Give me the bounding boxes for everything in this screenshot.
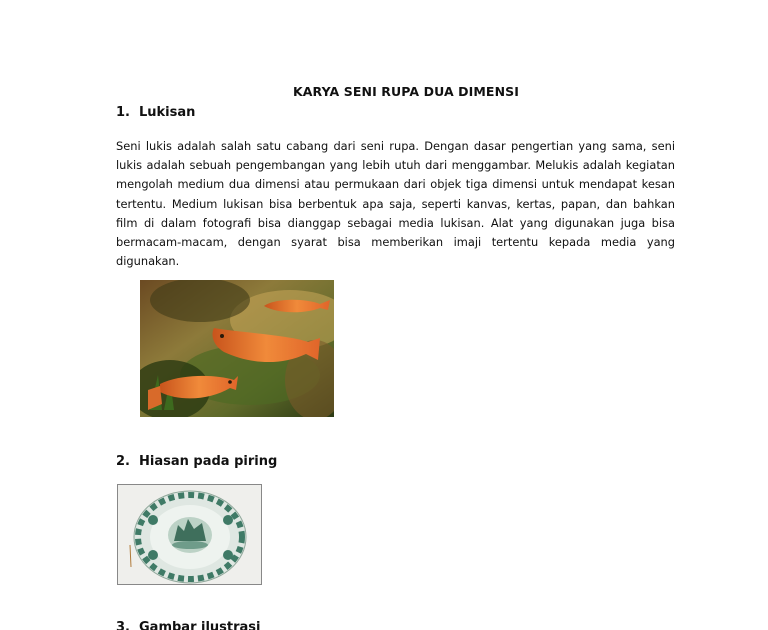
section-number: 2. [116, 454, 130, 469]
section-title: Lukisan [139, 105, 196, 120]
section-title: Gambar ilustrasi [139, 620, 261, 630]
decorated-plate-image [117, 484, 262, 585]
arwana-painting-image [140, 280, 334, 417]
lukisan-paragraph: Seni lukis adalah salah satu cabang dari seni rupa. Dengan dasar pengertian yang sama, seni lukis adalah sebuah pengembangan yang lebih utuh dari menggambar. Melukis adalah kegiatan mengolah medium dua dimensi atau permukaan dari objek tiga dimensi untuk mendapat kesan tertentu. Medium lukisan bisa berbentuk apa saja, seperti kanvas, kertas, papan, dan bahkan film di dalam fotografi bisa dianggap sebagai media lukisan. Alat yang digunakan juga bisa bermacam-macam, dengan syarat bisa memberikan imaji tertentu kepada media yang digunakan. [116, 139, 675, 269]
section-title: Hiasan pada piring [139, 454, 278, 469]
section-number: 3. [116, 620, 130, 630]
page-title: KARYA SENI RUPA DUA DIMENSI [293, 84, 519, 99]
section-heading-lukisan [116, 105, 195, 120]
section-number: 1. [116, 105, 130, 120]
section-heading-hiasan-pada-piring [116, 454, 277, 469]
section-heading-gambar-ilustrasi [116, 620, 261, 630]
